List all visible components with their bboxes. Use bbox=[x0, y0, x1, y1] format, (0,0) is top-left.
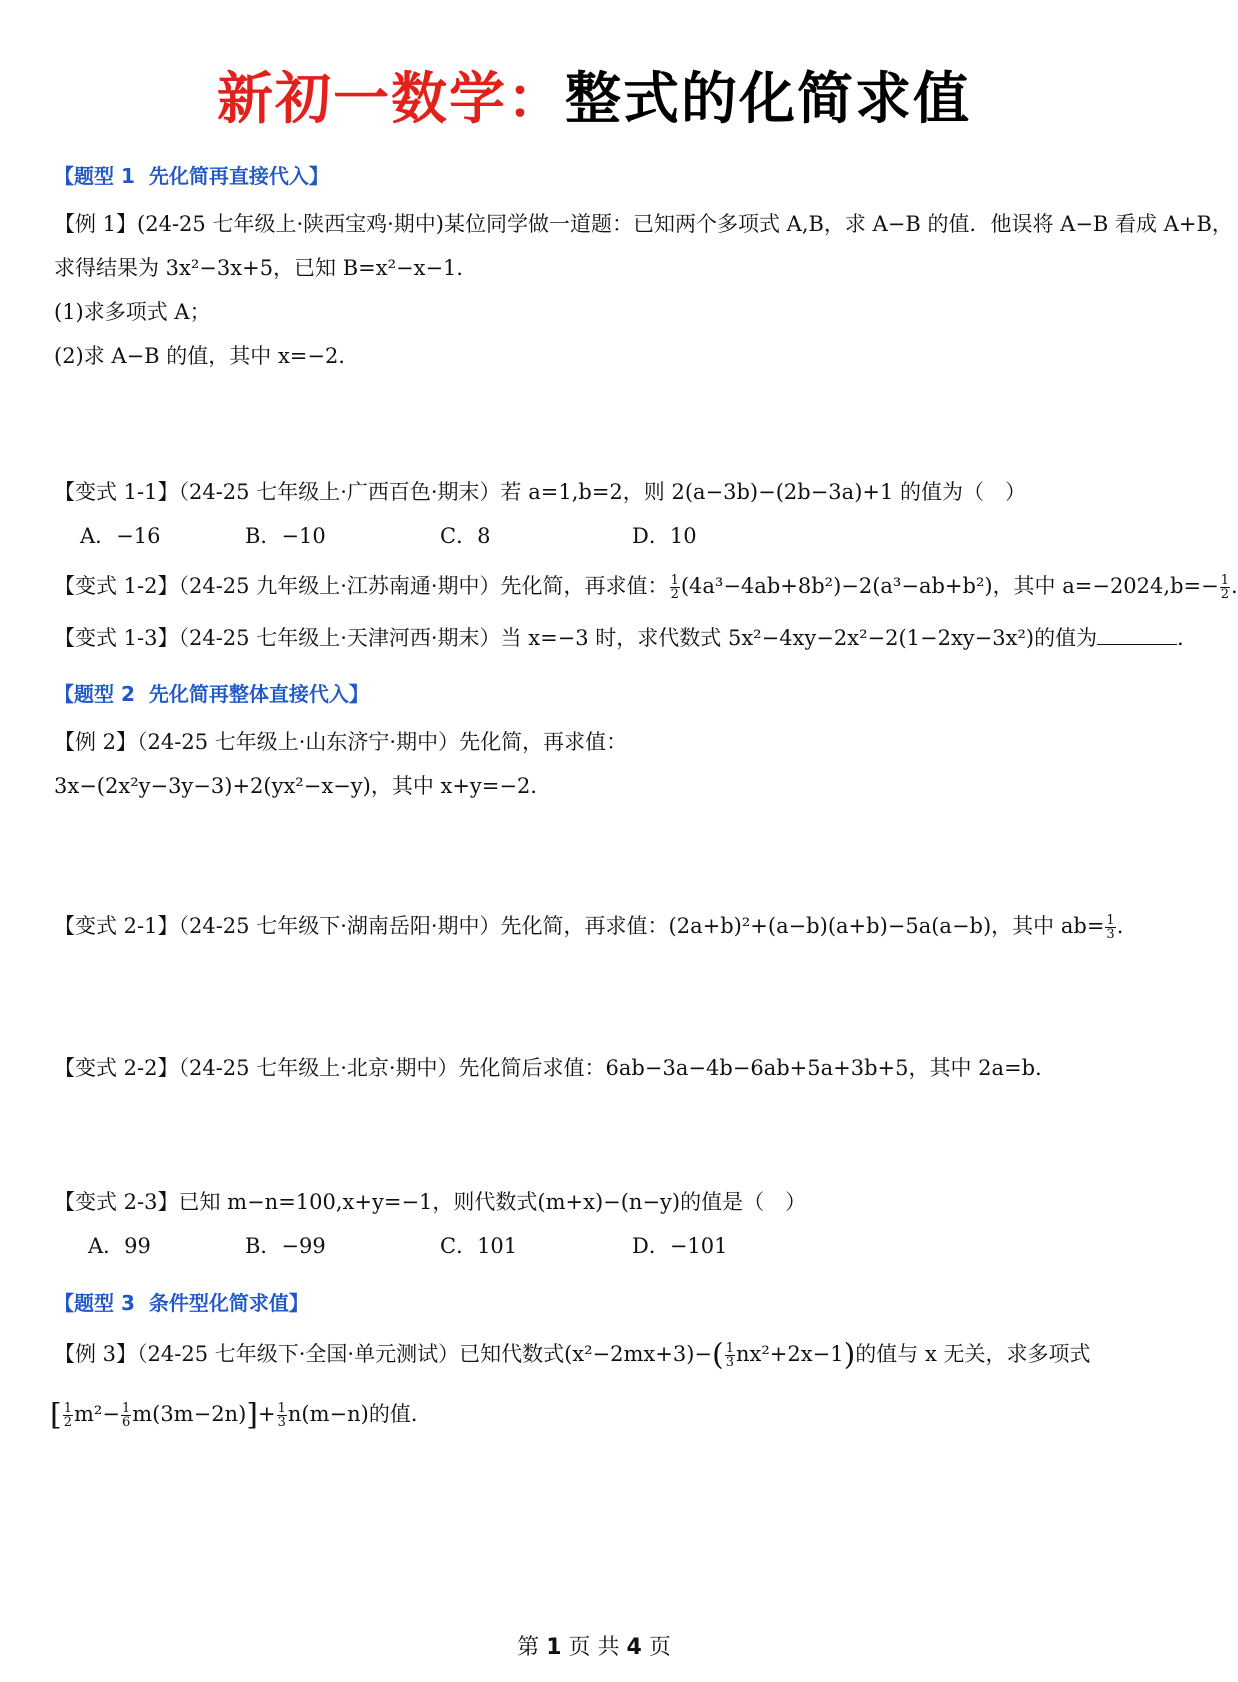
fraction: $\frac{1}{3}$ bbox=[1106, 913, 1115, 942]
fraction: $\frac{1}{6}$ bbox=[121, 1401, 131, 1430]
example-1-line1: 【例 1】(24-25 七年级上·陕西宝鸡·期中)某位同学做一道题：已知两个多项式 A,B，求 A−B 的值．他误将 A−B 看成 A+B， bbox=[54, 212, 1233, 236]
page-footer: 第 1 页 共 4 页 bbox=[517, 1635, 671, 1660]
section-heading-2: 【题型 2 先化简再整体直接代入】 bbox=[54, 682, 369, 706]
current-page: 1 bbox=[546, 1635, 562, 1660]
variant-2-1-text: 【变式 2-1】（24-25 七年级下·湖南岳阳·期中）先化简，再求值：(2a+b)²+(a−b)(a+b)−5a(a−b)，其中 ab= $\frac{1}{3}$ . bbox=[54, 913, 1124, 942]
example-3-line2: [ $\frac{1}{2}$ m²− $\frac{1}{6}$ m(3m−2n)]+ $\frac{1}{3}$ n(m−n)的值． bbox=[50, 1397, 432, 1433]
option-b: B．−99 bbox=[245, 1234, 326, 1258]
answer-blank bbox=[1097, 626, 1177, 645]
option-c: C．101 bbox=[440, 1234, 518, 1258]
title-part2: 整式的化简求值 bbox=[565, 67, 971, 132]
option-b: B．−10 bbox=[245, 524, 326, 548]
section-heading-1: 【题型 1 先化简再直接代入】 bbox=[54, 164, 329, 188]
example-2-line2: 3x−(2x²y−3y−3)+2(yx²−x−y)，其中 x+y=−2． bbox=[54, 774, 552, 798]
section-heading-3: 【题型 3 条件型化简求值】 bbox=[54, 1291, 309, 1315]
option-a: A．99 bbox=[88, 1234, 151, 1258]
fraction: $\frac{1}{3}$ bbox=[725, 1341, 735, 1370]
page-title bbox=[0, 62, 1188, 138]
fraction: $\frac{1}{3}$ bbox=[277, 1401, 286, 1430]
variant-2-3-text: 【变式 2-3】已知 m−n=100,x+y=−1，则代数式(m+x)−(n−y)的值是（ ） bbox=[54, 1190, 807, 1214]
example-3-line1: 【例 3】（24-25 七年级下·全国·单元测试）已知代数式(x²−2mx+3)−( $\frac{1}{3}$ nx²+2x−1)的值与 x 无关，求多项式 bbox=[54, 1337, 1091, 1373]
variant-2-2-text: 【变式 2-2】（24-25 七年级上·北京·期中）先化简后求值：6ab−3a−4b−6ab+5a+3b+5，其中 2a=b． bbox=[54, 1056, 1057, 1080]
option-c: C．8 bbox=[440, 524, 491, 548]
example-1-q1: (1)求多项式 A； bbox=[54, 300, 211, 324]
total-pages: 4 bbox=[626, 1635, 642, 1660]
example-1-q2: (2)求 A−B 的值，其中 x=−2． bbox=[54, 344, 360, 368]
title-part1: 新初一数学： bbox=[217, 67, 565, 132]
variant-1-2-text: 【变式 1-2】（24-25 九年级上·江苏南通·期中）先化简，再求值： $\frac{1}{2}$ (4a³−4ab+8b²)−2(a³−ab+b²)，其中 a=−2024,b=− $\frac{1}{2}$ . bbox=[54, 573, 1238, 602]
example-1-line2: 求得结果为 3x²−3x+5，已知 B=x²−x−1． bbox=[54, 256, 478, 280]
variant-1-3-text: 【变式 1-3】（24-25 七年级上·天津河西·期末）当 x=−3 时，求代数式 5x²−4xy−2x²−2(1−2xy−3x²)的值为 ． bbox=[54, 626, 1199, 650]
fraction: $\frac{1}{2}$ bbox=[1220, 573, 1229, 602]
example-2-line1: 【例 2】（24-25 七年级上·山东济宁·期中）先化简，再求值： bbox=[54, 730, 628, 754]
fraction: $\frac{1}{2}$ bbox=[63, 1401, 72, 1430]
variant-1-1-text: 【变式 1-1】（24-25 七年级上·广西百色·期末）若 a=1,b=2，则 2(a−3b)−(2b−3a)+1 的值为（ ） bbox=[54, 480, 1027, 504]
option-a: A．−16 bbox=[80, 524, 161, 548]
option-d: D．−101 bbox=[632, 1234, 728, 1258]
fraction: $\frac{1}{2}$ bbox=[670, 573, 679, 602]
option-d: D．10 bbox=[632, 524, 697, 548]
